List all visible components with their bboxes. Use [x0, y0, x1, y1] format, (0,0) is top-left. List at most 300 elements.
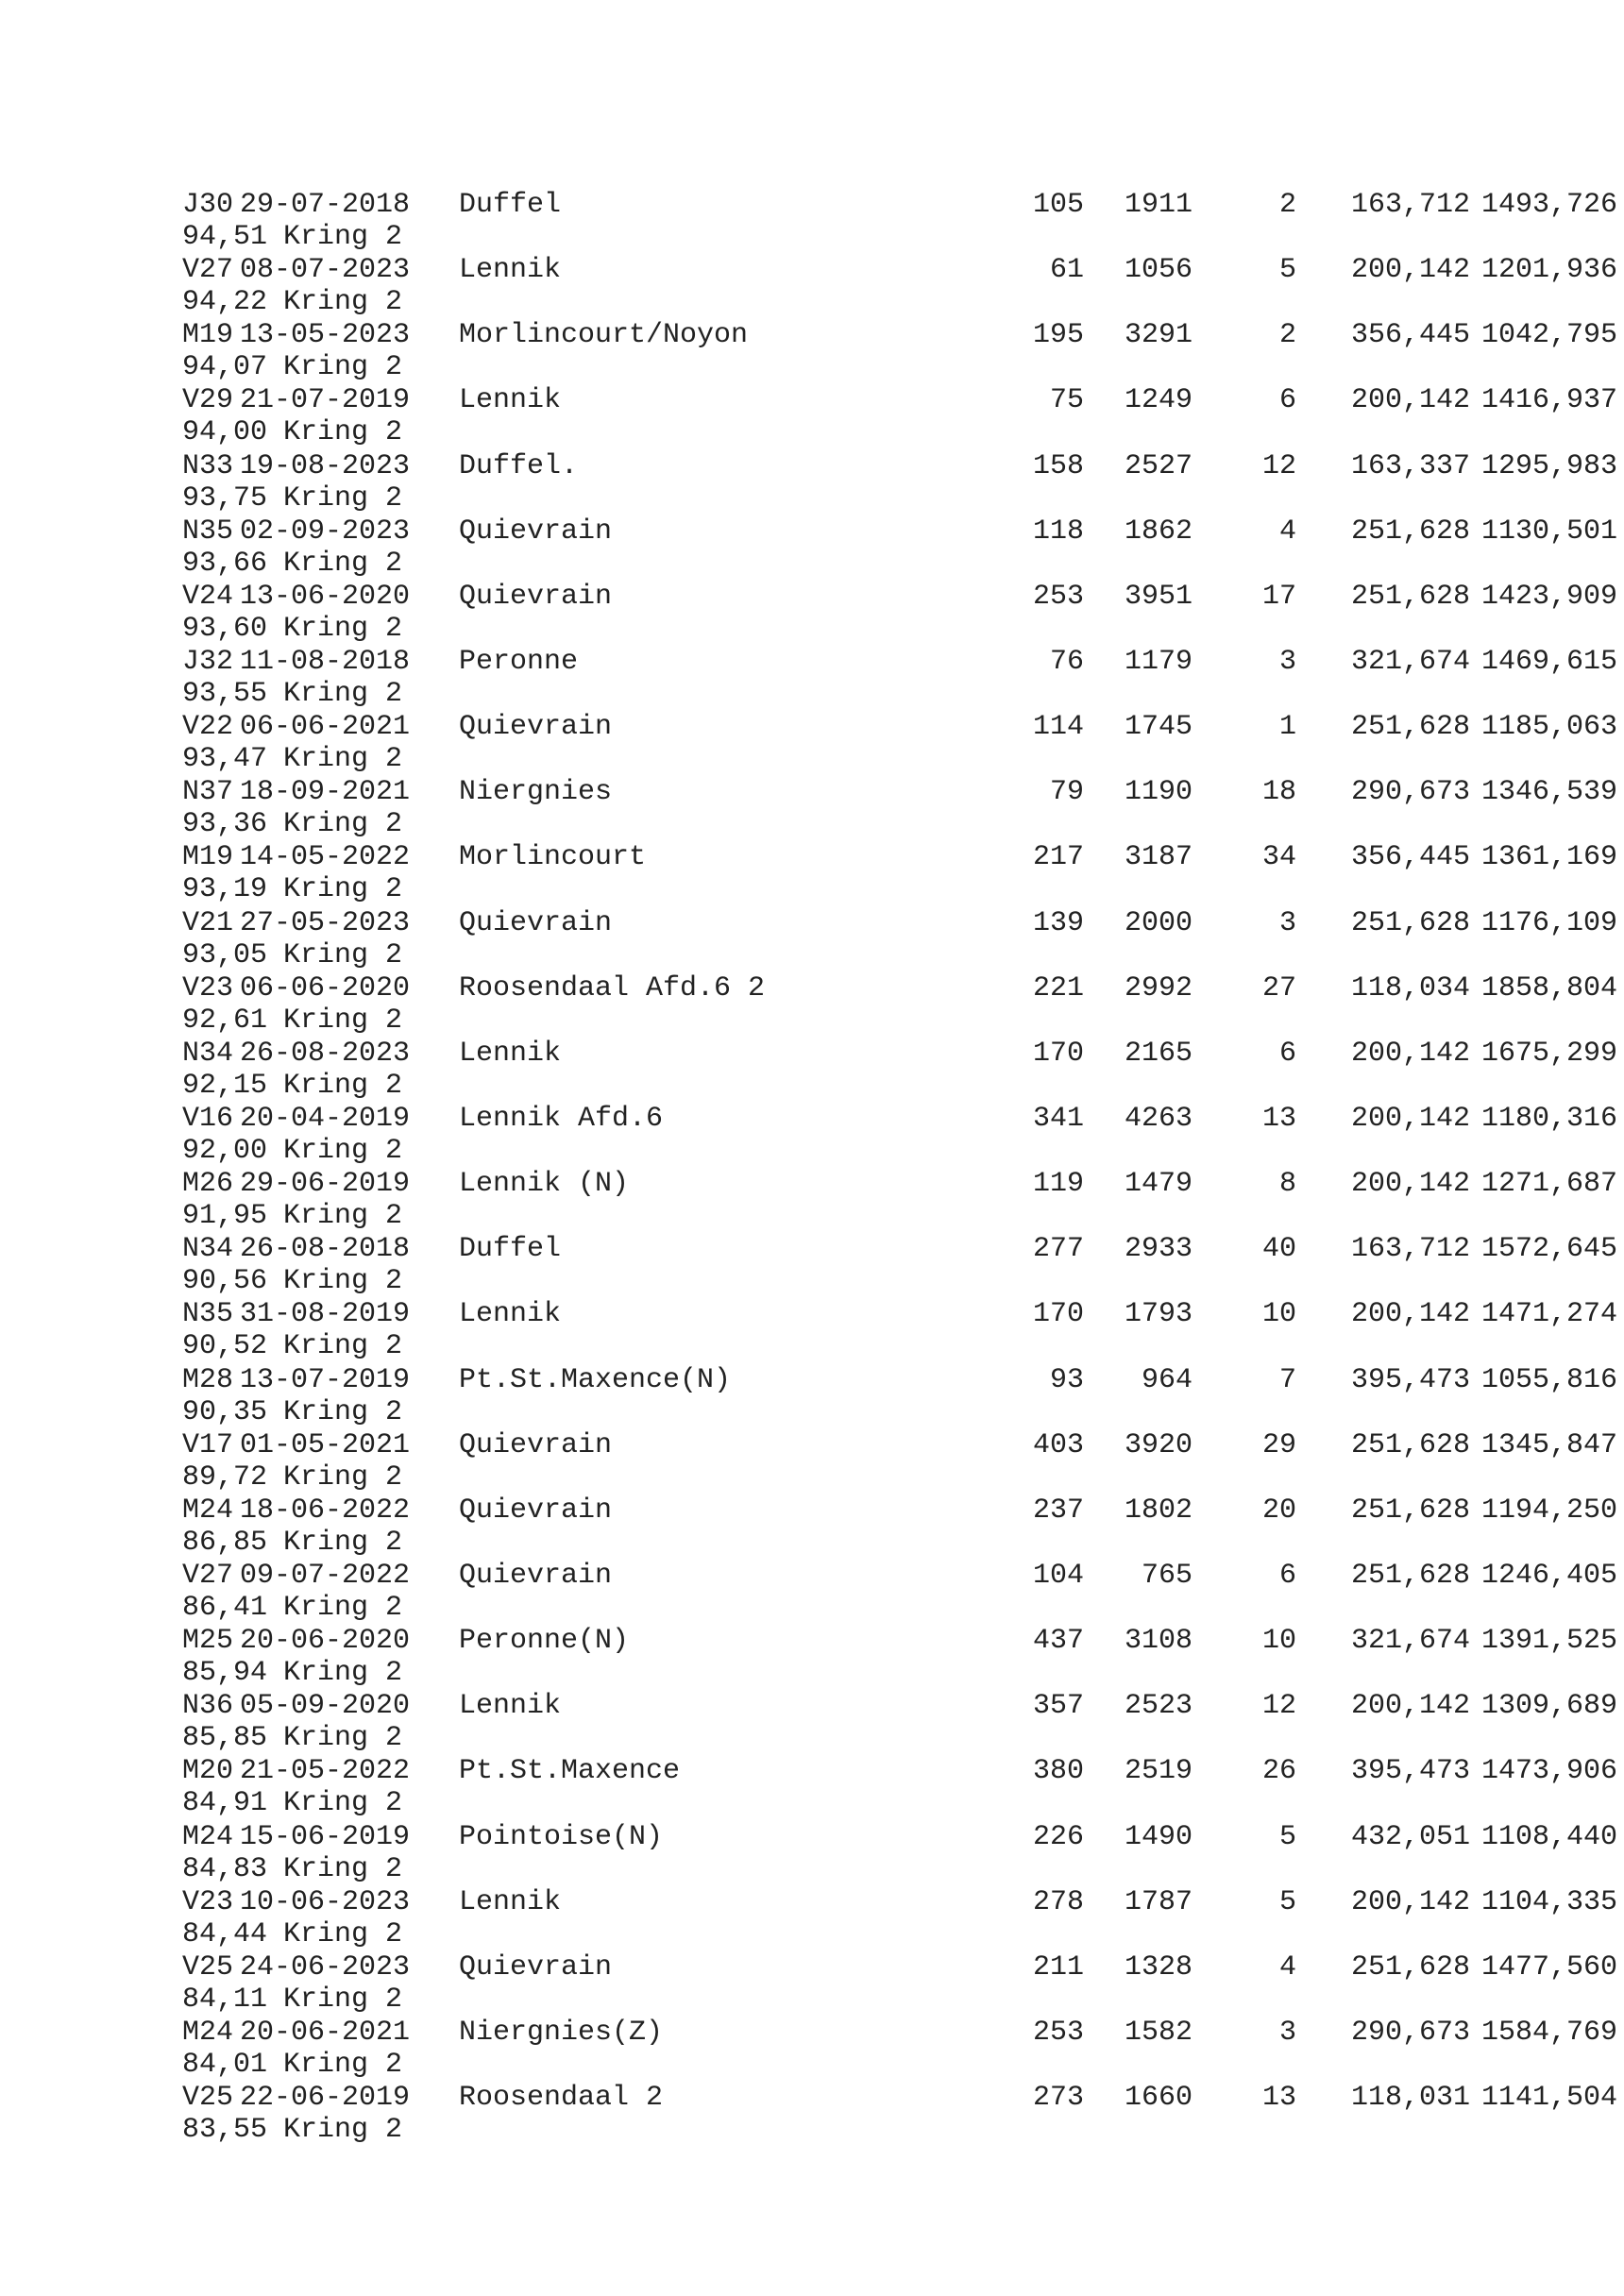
results-list: [182, 189, 1617, 2147]
entry-main-line: [182, 319, 1617, 352]
race-code: N35: [182, 515, 234, 548]
score-value: 93,55: [182, 677, 268, 710]
list-item: [182, 1494, 1617, 1560]
list-item: [182, 1298, 1617, 1363]
race-location: Pt.St.Maxence(N): [459, 1363, 732, 1396]
entry-main-line: [182, 971, 1617, 1005]
distance-km: 251,628: [1350, 580, 1470, 613]
kring-label: Kring 2: [283, 1330, 403, 1363]
kring-label: Kring 2: [283, 1134, 403, 1167]
placement: 13: [1261, 1102, 1296, 1135]
count-birds: 1190: [1124, 776, 1193, 809]
distance-km: 163,337: [1350, 449, 1470, 482]
race-code: V16: [182, 1102, 234, 1135]
entry-main-line: [182, 906, 1617, 940]
race-date: 09-07-2022: [240, 1559, 411, 1592]
score-value: 86,85: [182, 1526, 268, 1559]
entry-main-line: [182, 1950, 1617, 1984]
speed-value: 1055,816: [1480, 1363, 1617, 1396]
distance-km: 118,031: [1350, 2082, 1470, 2115]
race-code: M19: [182, 841, 234, 874]
race-code: M24: [182, 1820, 234, 1853]
kring-label: Kring 2: [283, 1657, 403, 1690]
score-value: 84,01: [182, 2048, 268, 2081]
entry-main-line: [182, 1298, 1617, 1331]
speed-value: 1108,440: [1480, 1820, 1617, 1853]
race-date: 29-07-2018: [240, 189, 411, 221]
placement: 8: [1278, 1168, 1296, 1201]
race-code: V17: [182, 1428, 234, 1461]
count-birds: 765: [1141, 1559, 1193, 1592]
kring-label: Kring 2: [283, 1460, 403, 1494]
speed-value: 1271,687: [1480, 1168, 1617, 1201]
count-birds: 2933: [1124, 1233, 1193, 1266]
entry-main-line: [182, 580, 1617, 614]
score-value: 93,47: [182, 743, 268, 776]
count-entries: 380: [1032, 1755, 1084, 1788]
entry-main-line: [182, 1037, 1617, 1071]
entry-main-line: [182, 189, 1617, 222]
count-birds: 1802: [1124, 1494, 1193, 1527]
kring-label: Kring 2: [283, 416, 403, 449]
distance-km: 321,674: [1350, 645, 1470, 678]
race-date: 06-06-2021: [240, 711, 411, 744]
race-date: 18-09-2021: [240, 776, 411, 809]
entry-main-line: [182, 384, 1617, 417]
race-code: J32: [182, 645, 234, 678]
distance-km: 200,142: [1350, 1298, 1470, 1331]
count-entries: 253: [1032, 580, 1084, 613]
race-location: Lennik Afd.6: [459, 1102, 664, 1135]
race-location: Lennik: [459, 1885, 562, 1918]
placement: 3: [1278, 906, 1296, 939]
score-value: 92,15: [182, 1069, 268, 1102]
count-entries: 104: [1032, 1559, 1084, 1592]
entry-main-line: [182, 1625, 1617, 1658]
score-value: 83,55: [182, 2114, 268, 2147]
list-item: [182, 254, 1617, 319]
count-entries: 253: [1032, 2016, 1084, 2049]
kring-label: Kring 2: [283, 873, 403, 906]
entry-main-line: [182, 1233, 1617, 1266]
distance-km: 200,142: [1350, 1885, 1470, 1918]
kring-label: Kring 2: [283, 1917, 403, 1950]
list-item: [182, 189, 1617, 254]
count-birds: 3187: [1124, 841, 1193, 874]
list-item: [182, 1168, 1617, 1233]
distance-km: 251,628: [1350, 1494, 1470, 1527]
race-date: 26-08-2018: [240, 1233, 411, 1266]
count-entries: 158: [1032, 449, 1084, 482]
kring-label: Kring 2: [283, 808, 403, 841]
placement: 2: [1278, 189, 1296, 221]
score-value: 93,75: [182, 481, 268, 515]
placement: 7: [1278, 1363, 1296, 1396]
score-value: 94,00: [182, 416, 268, 449]
list-item: [182, 841, 1617, 906]
race-code: N35: [182, 1298, 234, 1331]
list-item: [182, 384, 1617, 449]
speed-value: 1361,169: [1480, 841, 1617, 874]
speed-value: 1391,525: [1480, 1625, 1617, 1658]
list-item: [182, 2082, 1617, 2147]
race-location: Morlincourt: [459, 841, 647, 874]
count-birds: 964: [1141, 1363, 1193, 1396]
score-value: 84,44: [182, 1917, 268, 1950]
race-date: 20-06-2021: [240, 2016, 411, 2049]
count-entries: 437: [1032, 1625, 1084, 1658]
kring-label: Kring 2: [283, 743, 403, 776]
speed-value: 1130,501: [1480, 515, 1617, 548]
placement: 26: [1261, 1755, 1296, 1788]
placement: 6: [1278, 384, 1296, 417]
speed-value: 1309,689: [1480, 1690, 1617, 1723]
placement: 27: [1261, 971, 1296, 1004]
race-date: 29-06-2019: [240, 1168, 411, 1201]
kring-label: Kring 2: [283, 286, 403, 319]
kring-label: Kring 2: [283, 1722, 403, 1755]
race-code: V27: [182, 1559, 234, 1592]
speed-value: 1572,645: [1480, 1233, 1617, 1266]
race-location: Lennik: [459, 384, 562, 417]
speed-value: 1416,937: [1480, 384, 1617, 417]
entry-main-line: [182, 645, 1617, 679]
race-location: Quievrain: [459, 1494, 613, 1527]
distance-km: 251,628: [1350, 906, 1470, 939]
list-item: [182, 1037, 1617, 1103]
count-entries: 114: [1032, 711, 1084, 744]
race-location: Lennik (N): [459, 1168, 630, 1201]
count-entries: 119: [1032, 1168, 1084, 1201]
speed-value: 1675,299: [1480, 1037, 1617, 1070]
race-date: 21-07-2019: [240, 384, 411, 417]
speed-value: 1473,906: [1480, 1755, 1617, 1788]
list-item: [182, 906, 1617, 972]
entry-main-line: [182, 515, 1617, 549]
placement: 5: [1278, 1885, 1296, 1918]
count-birds: 1479: [1124, 1168, 1193, 1201]
speed-value: 1346,539: [1480, 776, 1617, 809]
score-value: 84,11: [182, 1983, 268, 2016]
count-birds: 1328: [1124, 1950, 1193, 1984]
speed-value: 1180,316: [1480, 1102, 1617, 1135]
kring-label: Kring 2: [283, 2114, 403, 2147]
speed-value: 1194,250: [1480, 1494, 1617, 1527]
speed-value: 1423,909: [1480, 580, 1617, 613]
distance-km: 290,673: [1350, 776, 1470, 809]
list-item: [182, 1428, 1617, 1494]
count-birds: 1582: [1124, 2016, 1193, 2049]
race-code: V24: [182, 580, 234, 613]
kring-label: Kring 2: [283, 481, 403, 515]
placement: 3: [1278, 645, 1296, 678]
count-birds: 1787: [1124, 1885, 1193, 1918]
race-code: V23: [182, 971, 234, 1004]
count-entries: 226: [1032, 1820, 1084, 1853]
count-entries: 357: [1032, 1690, 1084, 1723]
race-date: 27-05-2023: [240, 906, 411, 939]
kring-label: Kring 2: [283, 547, 403, 580]
kring-label: Kring 2: [283, 1200, 403, 1233]
count-entries: 341: [1032, 1102, 1084, 1135]
entry-main-line: [182, 1559, 1617, 1593]
race-code: M19: [182, 319, 234, 352]
race-date: 15-06-2019: [240, 1820, 411, 1853]
race-date: 13-07-2019: [240, 1363, 411, 1396]
kring-label: Kring 2: [283, 612, 403, 645]
speed-value: 1246,405: [1480, 1559, 1617, 1592]
count-entries: 278: [1032, 1885, 1084, 1918]
placement: 17: [1261, 580, 1296, 613]
list-item: [182, 449, 1617, 515]
count-entries: 195: [1032, 319, 1084, 352]
score-value: 84,83: [182, 1852, 268, 1885]
placement: 29: [1261, 1428, 1296, 1461]
score-value: 93,66: [182, 547, 268, 580]
distance-km: 251,628: [1350, 515, 1470, 548]
count-birds: 1490: [1124, 1820, 1193, 1853]
race-date: 01-05-2021: [240, 1428, 411, 1461]
race-date: 13-06-2020: [240, 580, 411, 613]
race-location: Pt.St.Maxence: [459, 1755, 681, 1788]
score-value: 94,07: [182, 351, 268, 384]
distance-km: 251,628: [1350, 711, 1470, 744]
list-item: [182, 1363, 1617, 1429]
speed-value: 1185,063: [1480, 711, 1617, 744]
score-value: 85,85: [182, 1722, 268, 1755]
placement: 10: [1261, 1625, 1296, 1658]
race-code: V27: [182, 254, 234, 287]
count-birds: 1911: [1124, 189, 1193, 221]
placement: 2: [1278, 319, 1296, 352]
race-code: M20: [182, 1755, 234, 1788]
list-item: [182, 1885, 1617, 1951]
distance-km: 200,142: [1350, 1102, 1470, 1135]
placement: 20: [1261, 1494, 1296, 1527]
race-location: Roosendaal Afd.6 2: [459, 971, 766, 1004]
distance-km: 163,712: [1350, 189, 1470, 221]
speed-value: 1493,726: [1480, 189, 1617, 221]
speed-value: 1471,274: [1480, 1298, 1617, 1331]
list-item: [182, 1690, 1617, 1755]
entry-main-line: [182, 449, 1617, 483]
count-entries: 237: [1032, 1494, 1084, 1527]
entry-main-line: [182, 1102, 1617, 1136]
entry-main-line: [182, 1820, 1617, 1854]
entry-main-line: [182, 1428, 1617, 1462]
race-location: Quievrain: [459, 906, 613, 939]
count-entries: 170: [1032, 1298, 1084, 1331]
speed-value: 1584,769: [1480, 2016, 1617, 2049]
score-value: 94,51: [182, 221, 268, 253]
race-date: 22-06-2019: [240, 2082, 411, 2115]
score-value: 92,00: [182, 1134, 268, 1167]
placement: 10: [1261, 1298, 1296, 1331]
speed-value: 1141,504: [1480, 2082, 1617, 2115]
race-date: 20-06-2020: [240, 1625, 411, 1658]
kring-label: Kring 2: [283, 1983, 403, 2016]
entry-main-line: [182, 1494, 1617, 1528]
count-birds: 1745: [1124, 711, 1193, 744]
count-birds: 3108: [1124, 1625, 1193, 1658]
race-code: V25: [182, 2082, 234, 2115]
placement: 4: [1278, 1950, 1296, 1984]
race-date: 02-09-2023: [240, 515, 411, 548]
race-date: 24-06-2023: [240, 1950, 411, 1984]
count-birds: 1862: [1124, 515, 1193, 548]
distance-km: 395,473: [1350, 1363, 1470, 1396]
entry-main-line: [182, 2016, 1617, 2050]
count-entries: 277: [1032, 1233, 1084, 1266]
race-location: Quievrain: [459, 515, 613, 548]
race-location: Quievrain: [459, 711, 613, 744]
race-code: V25: [182, 1950, 234, 1984]
distance-km: 251,628: [1350, 1559, 1470, 1592]
distance-km: 163,712: [1350, 1233, 1470, 1266]
race-date: 26-08-2023: [240, 1037, 411, 1070]
race-location: Lennik: [459, 1298, 562, 1331]
distance-km: 356,445: [1350, 841, 1470, 874]
list-item: [182, 1950, 1617, 2017]
speed-value: 1176,109: [1480, 906, 1617, 939]
placement: 18: [1261, 776, 1296, 809]
distance-km: 321,674: [1350, 1625, 1470, 1658]
list-item: [182, 515, 1617, 581]
race-location: Lennik: [459, 1690, 562, 1723]
distance-km: 251,628: [1350, 1950, 1470, 1984]
kring-label: Kring 2: [283, 1591, 403, 1624]
score-value: 90,56: [182, 1265, 268, 1298]
race-location: Duffel.: [459, 449, 579, 482]
race-date: 14-05-2022: [240, 841, 411, 874]
count-birds: 1793: [1124, 1298, 1193, 1331]
distance-km: 200,142: [1350, 1037, 1470, 1070]
distance-km: 395,473: [1350, 1755, 1470, 1788]
count-birds: 3951: [1124, 580, 1193, 613]
list-item: [182, 1559, 1617, 1625]
race-code: N34: [182, 1037, 234, 1070]
count-birds: 1660: [1124, 2082, 1193, 2115]
race-date: 11-08-2018: [240, 645, 411, 678]
race-code: V23: [182, 1885, 234, 1918]
placement: 12: [1261, 1690, 1296, 1723]
race-location: Morlincourt/Noyon: [459, 319, 749, 352]
kring-label: Kring 2: [283, 1526, 403, 1559]
placement: 34: [1261, 841, 1296, 874]
count-birds: 2519: [1124, 1755, 1193, 1788]
race-location: Roosendaal 2: [459, 2082, 664, 2115]
entry-main-line: [182, 711, 1617, 744]
race-date: 20-04-2019: [240, 1102, 411, 1135]
placement: 5: [1278, 254, 1296, 287]
race-location: Peronne(N): [459, 1625, 630, 1658]
speed-value: 1469,615: [1480, 645, 1617, 678]
score-value: 84,91: [182, 1787, 268, 1820]
placement: 5: [1278, 1820, 1296, 1853]
entry-main-line: [182, 2082, 1617, 2115]
entry-main-line: [182, 1168, 1617, 1201]
race-code: V21: [182, 906, 234, 939]
placement: 13: [1261, 2082, 1296, 2115]
race-date: 18-06-2022: [240, 1494, 411, 1527]
score-value: 93,60: [182, 612, 268, 645]
count-entries: 170: [1032, 1037, 1084, 1070]
race-code: J30: [182, 189, 234, 221]
kring-label: Kring 2: [283, 1265, 403, 1298]
count-entries: 93: [1049, 1363, 1084, 1396]
race-date: 08-07-2023: [240, 254, 411, 287]
placement: 1: [1278, 711, 1296, 744]
entry-main-line: [182, 254, 1617, 287]
count-birds: 2000: [1124, 906, 1193, 939]
placement: 6: [1278, 1559, 1296, 1592]
list-item: [182, 645, 1617, 711]
race-code: M26: [182, 1168, 234, 1201]
placement: 12: [1261, 449, 1296, 482]
race-code: N36: [182, 1690, 234, 1723]
entry-main-line: [182, 1690, 1617, 1723]
race-location: Duffel: [459, 1233, 562, 1266]
distance-km: 200,142: [1350, 1690, 1470, 1723]
race-location: Duffel: [459, 189, 562, 221]
entry-main-line: [182, 841, 1617, 874]
race-location: Lennik: [459, 254, 562, 287]
race-date: 19-08-2023: [240, 449, 411, 482]
placement: 6: [1278, 1037, 1296, 1070]
race-location: Quievrain: [459, 1950, 613, 1984]
race-code: M25: [182, 1625, 234, 1658]
distance-km: 290,673: [1350, 2016, 1470, 2049]
race-date: 31-08-2019: [240, 1298, 411, 1331]
kring-label: Kring 2: [283, 2048, 403, 2081]
score-value: 93,36: [182, 808, 268, 841]
placement: 4: [1278, 515, 1296, 548]
placement: 40: [1261, 1233, 1296, 1266]
distance-km: 251,628: [1350, 1428, 1470, 1461]
count-birds: 4263: [1124, 1102, 1193, 1135]
entry-main-line: [182, 776, 1617, 809]
count-entries: 75: [1049, 384, 1084, 417]
list-item: [182, 2016, 1617, 2082]
count-entries: 273: [1032, 2082, 1084, 2115]
count-entries: 221: [1032, 971, 1084, 1004]
count-birds: 2992: [1124, 971, 1193, 1004]
count-entries: 217: [1032, 841, 1084, 874]
speed-value: 1345,847: [1480, 1428, 1617, 1461]
list-item: [182, 319, 1617, 384]
race-location: Niergnies: [459, 776, 613, 809]
race-code: M24: [182, 2016, 234, 2049]
race-location: Niergnies(Z): [459, 2016, 664, 2049]
race-code: V29: [182, 384, 234, 417]
race-location: Lennik: [459, 1037, 562, 1070]
count-entries: 118: [1032, 515, 1084, 548]
race-date: 10-06-2023: [240, 1885, 411, 1918]
race-date: 13-05-2023: [240, 319, 411, 352]
entry-main-line: [182, 1755, 1617, 1788]
count-birds: 2523: [1124, 1690, 1193, 1723]
score-value: 86,41: [182, 1591, 268, 1624]
score-value: 92,61: [182, 1004, 268, 1037]
speed-value: 1858,804: [1480, 971, 1617, 1004]
race-code: N33: [182, 449, 234, 482]
kring-label: Kring 2: [283, 221, 403, 253]
list-item: [182, 971, 1617, 1038]
score-value: 91,95: [182, 1200, 268, 1233]
race-location: Quievrain: [459, 1428, 613, 1461]
distance-km: 432,051: [1350, 1820, 1470, 1853]
kring-label: Kring 2: [283, 677, 403, 710]
